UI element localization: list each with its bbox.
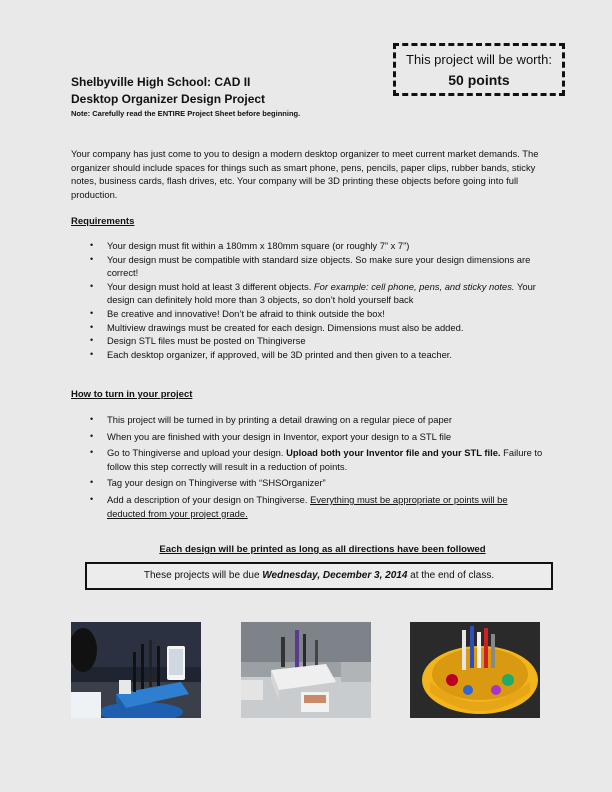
requirements-heading: Requirements xyxy=(71,216,135,227)
requirement-item: • Your design must be compatible with standard size objects. So make sure your design dimensions are correct! xyxy=(107,253,547,280)
points-label: This project will be worth: xyxy=(406,52,552,67)
due-date-box xyxy=(85,562,553,590)
photo-white-organizer xyxy=(241,622,371,718)
requirement-item xyxy=(107,280,547,307)
printed-note: Each design will be printed as long as all directions have been followed xyxy=(159,544,486,555)
requirement-text: Your design can definitely hold more than 3 objects, so don’t hold yourself back xyxy=(107,280,536,306)
turn-in-text: Failure to follow this step correctly will result in a reduction of points. xyxy=(107,447,543,472)
points-box xyxy=(393,43,565,96)
turn-in-warning: Everything must be appropriate or points will be deducted from your project grade. xyxy=(107,493,508,519)
requirement-item: • Design STL files must be posted on Thingiverse xyxy=(107,334,547,348)
turn-in-list xyxy=(107,413,547,520)
turn-in-heading: How to turn in your project xyxy=(71,389,193,400)
photo-blue-organizer xyxy=(71,622,201,718)
points-value: 50 points xyxy=(448,72,510,88)
requirement-item: • Your design must fit within a 180mm x 180mm square (or roughly 7” x 7”) xyxy=(107,239,547,253)
turn-in-item xyxy=(107,446,547,473)
turn-in-item: • Tag your design on Thingiverse with “SHSOrganizer” xyxy=(107,476,547,490)
turn-in-text: Go to Thingiverse and upload your design. xyxy=(107,447,287,459)
turn-in-text: Add a description of your design on Thingiverse. xyxy=(107,493,311,505)
due-text: These projects will be due xyxy=(143,570,263,581)
turn-in-item xyxy=(107,493,547,520)
read-note: Note: Carefully read the ENTIRE Project Sheet before beginning. xyxy=(71,109,301,118)
intro-paragraph: Your company has just come to you to design a modern desktop organizer to meet current market demands. The organizer should include spaces for things such as smart phone, pens, pencils, paper clips, rubber bands, sticky notes, business cards, flash drives, etc. Your company will be 3D printing these objects before going into full production. xyxy=(71,148,539,200)
due-text: at the end of class. xyxy=(407,570,495,581)
due-date: Wednesday, December 3, 2014 xyxy=(262,570,408,581)
school-title: Shelbyville High School: CAD II xyxy=(71,75,251,89)
requirements-list xyxy=(107,239,547,361)
requirement-item: • Each desktop organizer, if approved, will be 3D printed and then given to a teacher. xyxy=(107,348,547,362)
requirement-item: • Be creative and innovative! Don’t be afraid to think outside the box! xyxy=(107,307,547,321)
photo-yellow-organizer xyxy=(410,622,540,718)
turn-in-item: • When you are finished with your design in Inventor, export your design to a STL file xyxy=(107,430,547,444)
requirement-example: For example: cell phone, pens, and sticky notes. xyxy=(313,280,515,292)
requirement-item: • Multiview drawings must be created for each design. Dimensions must also be added. xyxy=(107,321,547,335)
turn-in-emphasis: Upload both your Inventor file and your STL file. xyxy=(286,447,501,459)
turn-in-item: • This project will be turned in by printing a detail drawing on a regular piece of paper xyxy=(107,413,547,427)
requirement-text: Your design must hold at least 3 different objects. xyxy=(107,280,314,292)
project-title: Desktop Organizer Design Project xyxy=(71,92,266,106)
title-block xyxy=(71,74,300,118)
